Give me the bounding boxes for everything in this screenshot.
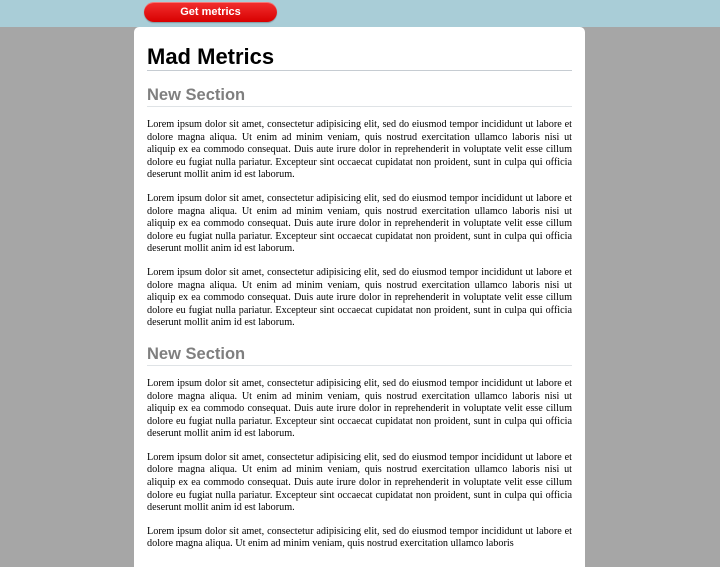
top-bar — [0, 0, 720, 27]
section-paragraph: Lorem ipsum dolor sit amet, consectetur adipisicing elit, sed do eiusmod tempor incididunt ut labore et dolore magna aliqua. Ut enim ad minim veniam, quis nostrud exercitation ullamco laboris nisi ut aliquip ex ea commodo consequat. Duis aute irure dolor in reprehenderit in voluptate velit esse cillum dolore eu fugiat nulla pariatur. Excepteur sint occaecat cupidatat non proident, sunt in culpa qui officia deserunt mollit anim id est laborum. — [147, 266, 572, 329]
content-inner — [134, 44, 585, 551]
section-paragraph: Lorem ipsum dolor sit amet, consectetur adipisicing elit, sed do eiusmod tempor incididunt ut labore et dolore magna aliqua. Ut enim ad minim veniam, quis nostrud exercitation ullamco laboris nisi ut aliquip ex ea commodo consequat. Duis aute irure dolor in reprehenderit in voluptate velit esse cillum dolore eu fugiat nulla pariatur. Excepteur sint occaecat cupidatat non proident, sunt in culpa qui officia deserunt mollit anim id est laborum. — [147, 377, 572, 440]
section — [147, 344, 572, 551]
section — [147, 85, 572, 330]
section-heading: New Section — [147, 85, 572, 107]
section-paragraph: Lorem ipsum dolor sit amet, consectetur adipisicing elit, sed do eiusmod tempor incididunt ut labore et dolore magna aliqua. Ut enim ad minim veniam, quis nostrud exercitation ullamco laboris nisi ut aliquip ex ea commodo consequat. Duis aute irure dolor in reprehenderit in voluptate velit esse cillum dolore eu fugiat nulla pariatur. Excepteur sint occaecat cupidatat non proident, sunt in culpa qui officia deserunt mollit anim id est laborum. — [147, 451, 572, 514]
content-panel — [134, 27, 585, 567]
get-metrics-button[interactable]: Get metrics — [144, 2, 277, 22]
section-paragraph: Lorem ipsum dolor sit amet, consectetur adipisicing elit, sed do eiusmod tempor incididunt ut labore et dolore magna aliqua. Ut enim ad minim veniam, quis nostrud exercitation ullamco laboris — [147, 525, 572, 550]
section-paragraph: Lorem ipsum dolor sit amet, consectetur adipisicing elit, sed do eiusmod tempor incididunt ut labore et dolore magna aliqua. Ut enim ad minim veniam, quis nostrud exercitation ullamco laboris nisi ut aliquip ex ea commodo consequat. Duis aute irure dolor in reprehenderit in voluptate velit esse cillum dolore eu fugiat nulla pariatur. Excepteur sint occaecat cupidatat non proident, sunt in culpa qui officia deserunt mollit anim id est laborum. — [147, 119, 572, 181]
section-heading: New Section — [147, 344, 572, 366]
page-title: Mad Metrics — [147, 44, 572, 71]
section-paragraph: Lorem ipsum dolor sit amet, consectetur adipisicing elit, sed do eiusmod tempor incididunt ut labore et dolore magna aliqua. Ut enim ad minim veniam, quis nostrud exercitation ullamco laboris nisi ut aliquip ex ea commodo consequat. Duis aute irure dolor in reprehenderit in voluptate velit esse cillum dolore eu fugiat nulla pariatur. Excepteur sint occaecat cupidatat non proident, sunt in culpa qui officia deserunt mollit anim id est laborum. — [147, 192, 572, 255]
